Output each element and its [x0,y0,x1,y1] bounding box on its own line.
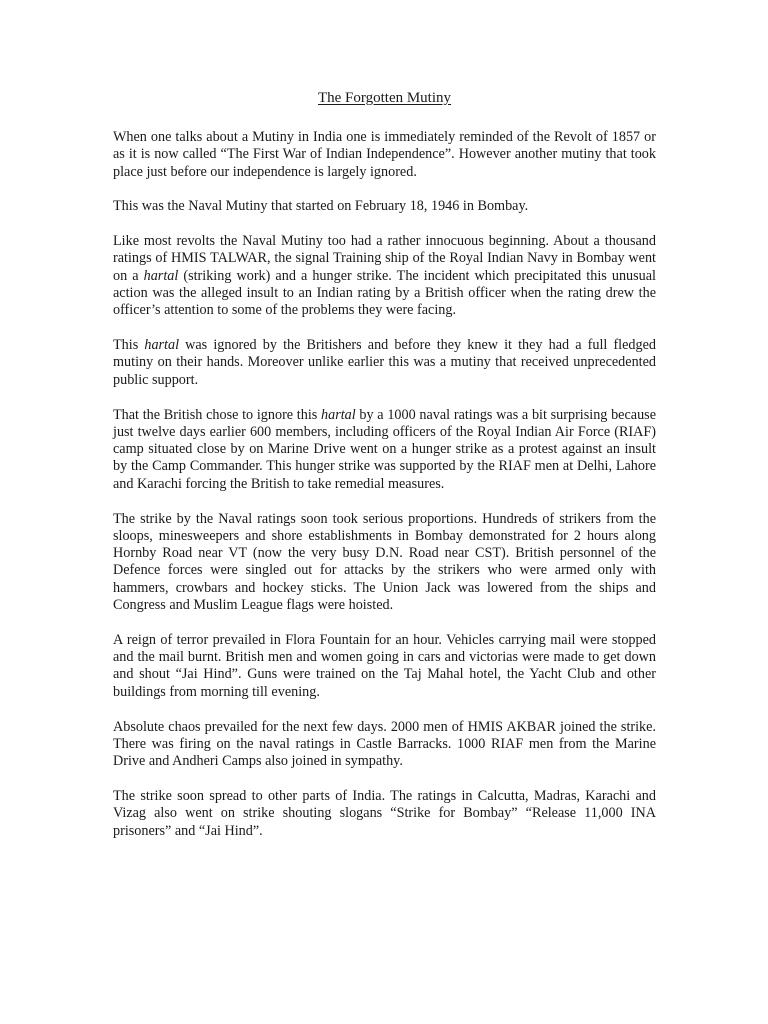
paragraph-text: Like most revolts the Naval Mutiny too had a rather innocuous beginning. About a thousand ratings of HMIS TALWAR, the signal Training ship of the Royal Indian Navy in Bombay went on a [113,233,656,284]
paragraph-text: Absolute chaos prevailed for the next few days. 2000 men of HMIS AKBAR joined the strike. There was firing on the naval ratings in Castle Barracks. 1000 RIAF men from the Marine Drive and Andheri Camps also joined in sympathy. [113,718,656,770]
paragraph-7 [113,632,656,701]
paragraph-1 [113,129,656,181]
italic-term: hartal [321,406,356,423]
paragraph-text: When one talks about a Mutiny in India one is immediately reminded of the Revolt of 1857 or as it is now called “The First War of Indian Independence”. However another mutiny that took place just before our independence is largely ignored. [113,129,656,180]
paragraph-text: This [113,337,145,354]
paragraph-3 [113,233,656,319]
paragraph-text: was ignored by the Britishers and before they knew it they had a full fledged mutiny on their hands. Moreover unlike earlier this was a mutiny that received unprecedented public support. [113,337,656,388]
paragraph-5 [113,407,656,493]
italic-term: hartal [143,267,179,284]
document-page [113,88,656,857]
italic-term: hartal [144,337,180,354]
paragraph-text: That the British chose to ignore this [113,406,322,423]
paragraph-text: This was the Naval Mutiny that started on February 18, 1946 in Bombay. [113,198,529,215]
paragraph-6 [113,511,656,615]
paragraph-4 [113,337,656,389]
paragraph-8 [113,719,656,771]
paragraph-text: The strike soon spread to other parts of India. The ratings in Calcutta, Madras, Karachi and Vizag also went on strike shouting slogans “Strike for Bombay” “Release 11,000 INA prisoners” and “Jai Hind”. [113,787,656,839]
paragraph-text: The strike by the Naval ratings soon took serious proportions. Hundreds of strikers from the sloops, minesweepers and shore establishments in Bombay demonstrated for 2 hours along Hornby Road near VT (now the very busy D.N. Road near CST). British personnel of the Defence forces were singled out for attacks by the strikers who were armed only with hammers, crowbars and hockey sticks. The Union Jack was lowered from the ships and Congress and Muslim League flags were hoisted. [113,510,656,614]
paragraph-text: A reign of terror prevailed in Flora Fountain for an hour. Vehicles carrying mail were stopped and the mail burnt. British men and women going in cars and victorias were made to get down and shout “Jai Hind”. Guns were trained on the Taj Mahal hotel, the Yacht Club and other buildings from morning till evening. [113,631,656,700]
paragraph-text: by a 1000 naval ratings was a bit surprising because just twelve days earlier 600 members, including officers of the Royal Indian Air Force (RIAF) camp situated close by on Marine Drive went on a hunger strike as a protest against an insult by the Camp Commander. This hunger strike was supported by the RIAF men at Delhi, Lahore and Karachi forcing the British to take remedial measures. [113,406,656,492]
paragraph-text: (striking work) and a hunger strike. The incident which precipitated this unusual action was the alleged insult to an Indian rating by a British officer when the rating drew the officer’s attention to some of the problems they were facing. [113,267,656,319]
document-title: The Forgotten Mutiny [317,90,452,106]
paragraph-9 [113,788,656,840]
paragraph-2 [113,198,656,215]
